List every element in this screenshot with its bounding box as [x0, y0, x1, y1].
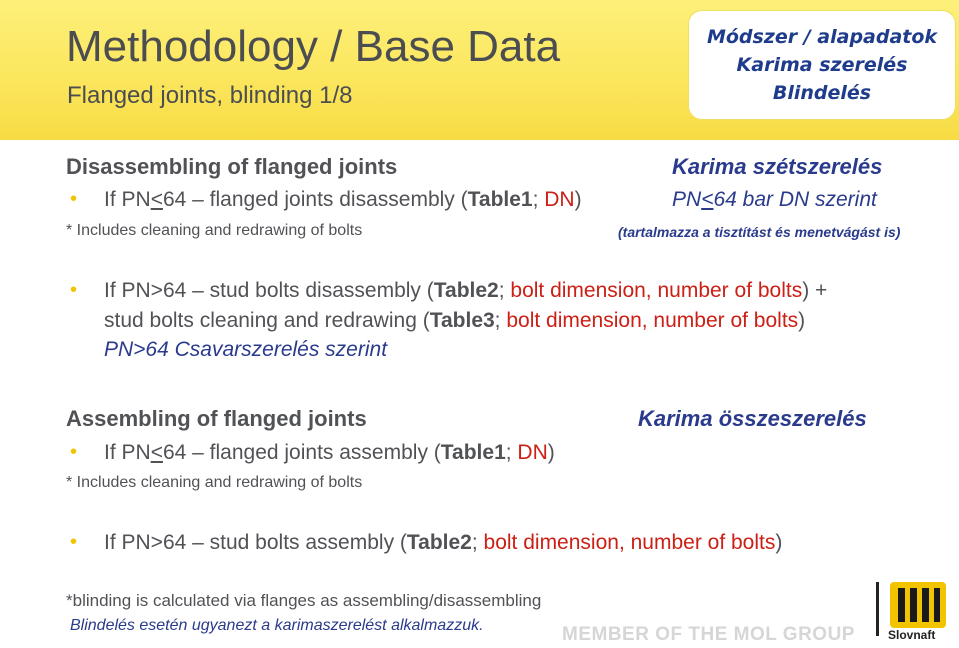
table-ref: Table2	[406, 531, 472, 554]
text-fragment: stud bolts cleaning and redrawing (	[104, 309, 430, 332]
lt-symbol: <	[150, 188, 163, 211]
disassembly-line-pn-gt-64	[104, 279, 827, 303]
text-fragment: If PN>64 – stud bolts assembly (	[104, 531, 407, 554]
text-fragment: ;	[494, 309, 507, 332]
text-fragment: ;	[532, 188, 545, 211]
text-fragment: )	[775, 531, 783, 554]
disassembly-note-hu: (tartalmazza a tisztítást és menetvágást is)	[618, 224, 901, 240]
hungarian-title-box	[688, 10, 956, 120]
bullet-icon: •	[70, 531, 78, 553]
hu-box-line-2: Karima szerelés	[736, 54, 908, 76]
red-text: bolt dimension, number of bolts	[483, 531, 776, 554]
text-fragment: ;	[498, 279, 511, 302]
bullet-icon: •	[70, 279, 78, 301]
page-subtitle: Flanged joints, blinding 1/8	[67, 82, 353, 109]
text-fragment: ;	[505, 441, 518, 464]
text-fragment: 64 – flanged joints disassembly (	[162, 188, 468, 211]
footnote-en: *blinding is calculated via flanges as assembling/disassembling	[66, 591, 542, 610]
text-fragment: If PN>64 – stud bolts disassembly (	[104, 279, 434, 302]
assembly-line-pn-gt-64	[104, 531, 782, 555]
table-ref: Table2	[433, 279, 499, 302]
mol-group-label: MEMBER OF THE MOL GROUP	[562, 624, 855, 645]
assembly-heading: Assembling of flanged joints	[66, 406, 367, 431]
table-ref: Table3	[429, 309, 495, 332]
red-text: bolt dimension, number of bolts	[506, 309, 799, 332]
red-text: DN	[544, 188, 575, 211]
disassembly-note: * Includes cleaning and redrawing of bolts	[66, 222, 363, 239]
disassembly-heading-hu: Karima szétszerelés	[672, 154, 883, 179]
text-fragment: )	[798, 309, 806, 332]
disassembly-line-hu	[672, 188, 877, 212]
text-fragment: )	[574, 188, 582, 211]
page-title: Methodology / Base Data	[66, 22, 561, 71]
red-text: bolt dimension, number of bolts	[510, 279, 803, 302]
disassembly-heading: Disassembling of flanged joints	[66, 154, 398, 179]
assembly-heading-hu: Karima összeszerelés	[638, 406, 867, 431]
slovnaft-logo-text: Slovnaft	[888, 628, 936, 642]
text-fragment: )	[547, 441, 555, 464]
assembly-line-pn-lt-64	[104, 441, 555, 465]
disassembly-line-cleaning	[104, 309, 805, 333]
bullet-icon: •	[70, 441, 78, 463]
text-fragment: If PN	[104, 188, 151, 211]
hu-box-line-3: Blindelés	[772, 82, 872, 104]
table-ref: Table1	[440, 441, 506, 464]
disassembly-line-pn-lt-64	[104, 188, 582, 212]
hu-box-line-1: Módszer / alapadatok	[706, 26, 938, 48]
text-fragment: PN	[672, 188, 702, 211]
text-fragment: If PN	[104, 441, 151, 464]
red-text: DN	[517, 441, 548, 464]
lt-symbol: <	[701, 188, 714, 211]
table-ref: Table1	[467, 188, 533, 211]
text-fragment: ) +	[802, 279, 828, 302]
text-fragment: ;	[471, 531, 484, 554]
assembly-note: * Includes cleaning and redrawing of bolts	[66, 474, 363, 491]
text-fragment: 64 bar DN szerint	[713, 188, 877, 211]
disassembly-line-hu-2: PN>64 Csavarszerelés szerint	[104, 338, 388, 361]
lt-symbol: <	[150, 441, 163, 464]
bullet-icon: •	[70, 188, 78, 210]
text-fragment: 64 – flanged joints assembly (	[162, 441, 441, 464]
footnote-hu: Blindelés esetén ugyanezt a karimaszerelést alkalmazzuk.	[70, 617, 484, 634]
